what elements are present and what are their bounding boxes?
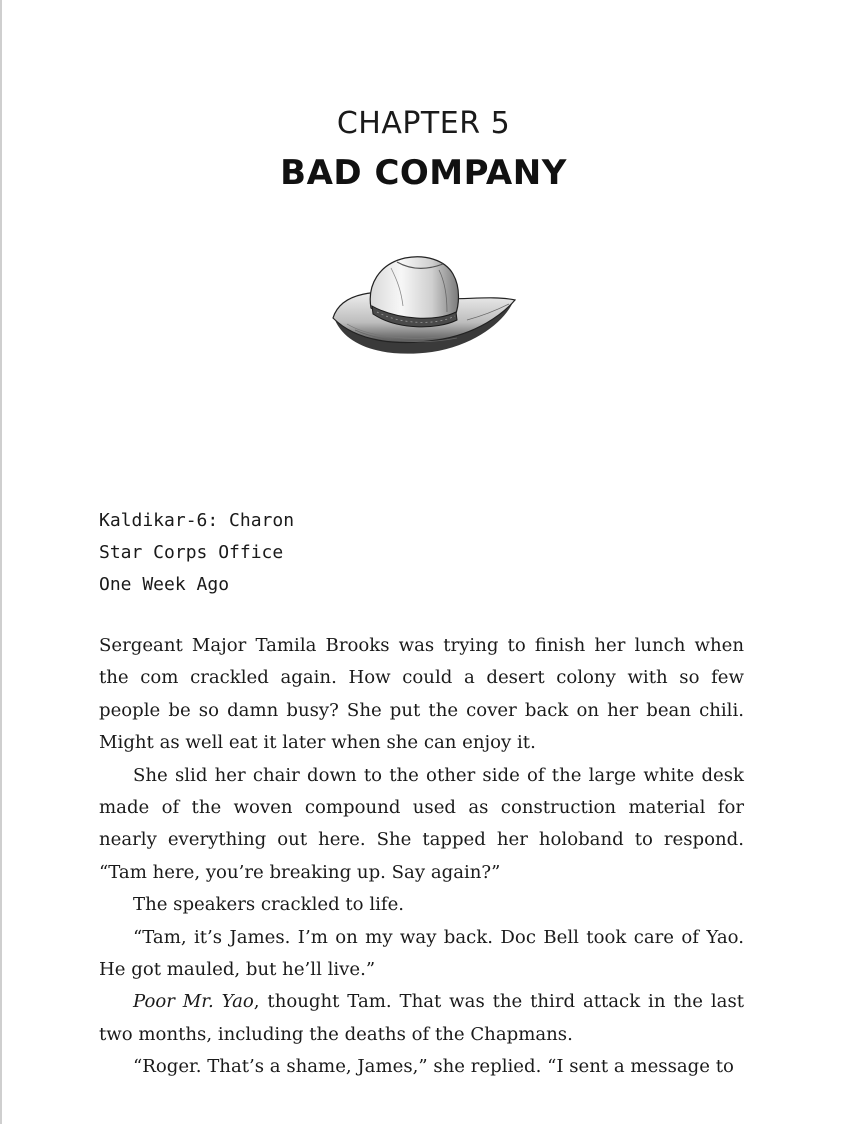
location-line-office: Star Corps Office — [99, 542, 284, 563]
paragraph-5-italic: Poor Mr. Yao — [133, 991, 254, 1013]
chapter-title: BAD COMPANY — [280, 153, 567, 193]
chapter-number: CHAPTER 5 — [336, 106, 511, 141]
paragraph-4: “Tam, it’s James. I’m on my way back. Doc Bell took care of Yao. He got mauled, but he’ll live.” — [99, 926, 744, 981]
paragraph-6: “Roger. That’s a shame, James,” she replied. “I sent a message to — [133, 1056, 734, 1078]
paragraph-5-rest: , thought Tam. That was the third attack in the last two months, including the deaths of the Chapmans. — [99, 991, 744, 1045]
location-header — [99, 505, 294, 601]
paragraph-2: She slid her chair down to the other side of the large white desk made of the woven compound used as construction material for nearly everything out here. She tapped her holoband to respond. “Tam here, you’re breaking up. Say again?” — [99, 764, 744, 883]
location-line-planet: Kaldikar-6: Charon — [99, 510, 295, 531]
paragraph-5 — [99, 986, 744, 1051]
paragraph-3: The speakers crackled to life. — [133, 894, 405, 916]
chapter-body — [99, 630, 744, 1084]
paragraph-1: Sergeant Major Tamila Brooks was trying to finish her lunch when the com crackled again. How could a desert colony with so few people be so damn busy? She put the cover back on her bean chili. Might as well eat it later when she can enjoy it. — [99, 635, 744, 754]
location-line-time: One Week Ago — [99, 574, 230, 595]
cowboy-hat-icon — [327, 250, 517, 360]
